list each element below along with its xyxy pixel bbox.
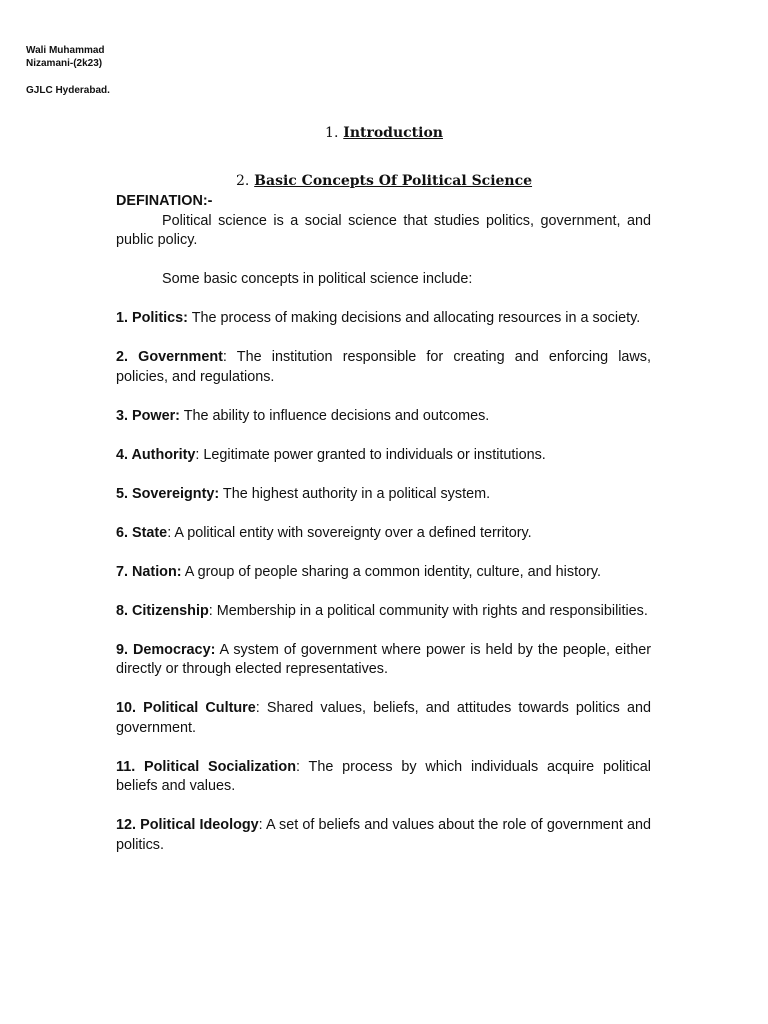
concept-description: The ability to influence decisions and outcomes. <box>179 407 490 424</box>
concept-term: 11. Political Socialization <box>116 758 296 775</box>
heading-1-number: 1. <box>325 125 339 141</box>
concept-description: : Legitimate power granted to individuals or institutions. <box>195 446 546 463</box>
concept-description: A system of government where power is held by the people, either directly or through elected representatives. <box>116 641 652 677</box>
concept-term: 6. State <box>116 524 168 541</box>
concept-item <box>116 699 651 738</box>
concept-item <box>116 348 651 387</box>
concept-item <box>116 563 651 583</box>
concept-term: 3. Power: <box>116 407 180 424</box>
heading-2-number: 2. <box>235 173 250 189</box>
concept-description: A group of people sharing a common identity, culture, and history. <box>181 563 601 580</box>
concept-term: 2. Government <box>116 349 223 365</box>
author-name-line2: Nizamani-(2k23) <box>26 58 103 69</box>
concept-term: 7. Nation: <box>116 563 182 580</box>
definition-text: Political science is a social science that studies politics, government, and public policy. <box>116 212 651 248</box>
definition-label: DEFINATION:- <box>116 193 213 209</box>
concept-item <box>116 816 651 855</box>
concept-item <box>116 524 651 544</box>
concept-item <box>116 309 651 329</box>
document-body <box>116 192 651 855</box>
heading-2-title: Basic Concepts Of Political Science <box>254 173 533 189</box>
heading-basic-concepts <box>0 173 768 189</box>
heading-introduction <box>0 125 768 141</box>
school-name: GJLC Hyderabad. <box>26 85 110 96</box>
concept-description: : The process by which individuals acquire political beliefs and values. <box>116 758 651 794</box>
concept-term: 10. Political Culture <box>116 700 256 716</box>
concept-term: 1. Politics: <box>116 310 188 326</box>
concepts-intro: Some basic concepts in political science include: <box>162 271 473 287</box>
concept-description: The process of making decisions and allocating resources in a society. <box>187 310 641 326</box>
heading-1-title: Introduction <box>343 125 443 141</box>
concept-description: : A set of beliefs and values about the role of government and politics. <box>116 817 651 853</box>
concept-item <box>116 758 651 797</box>
concept-term: 8. Citizenship <box>116 602 209 619</box>
concept-description: : Shared values, beliefs, and attitudes towards politics and government. <box>116 700 651 736</box>
concept-term: 9. Democracy: <box>116 641 216 658</box>
author-block <box>26 44 105 70</box>
concept-item <box>116 446 651 466</box>
concept-description: : Membership in a political community with rights and responsibilities. <box>208 602 648 619</box>
concept-description: : The institution responsible for creating and enforcing laws, policies, and regulations. <box>116 349 652 385</box>
concept-item <box>116 602 651 622</box>
concept-item <box>116 641 651 680</box>
concept-term: 5. Sovereignty: <box>116 485 220 502</box>
concept-term: 4. Authority <box>116 446 196 463</box>
concept-item <box>116 407 651 427</box>
concept-description: : A political entity with sovereignty over a defined territory. <box>167 524 532 541</box>
concept-description: The highest authority in a political system. <box>219 485 491 502</box>
concept-term: 12. Political Ideology <box>116 817 259 833</box>
author-name-line1: Wali Muhammad <box>26 45 105 56</box>
concept-item <box>116 485 651 505</box>
